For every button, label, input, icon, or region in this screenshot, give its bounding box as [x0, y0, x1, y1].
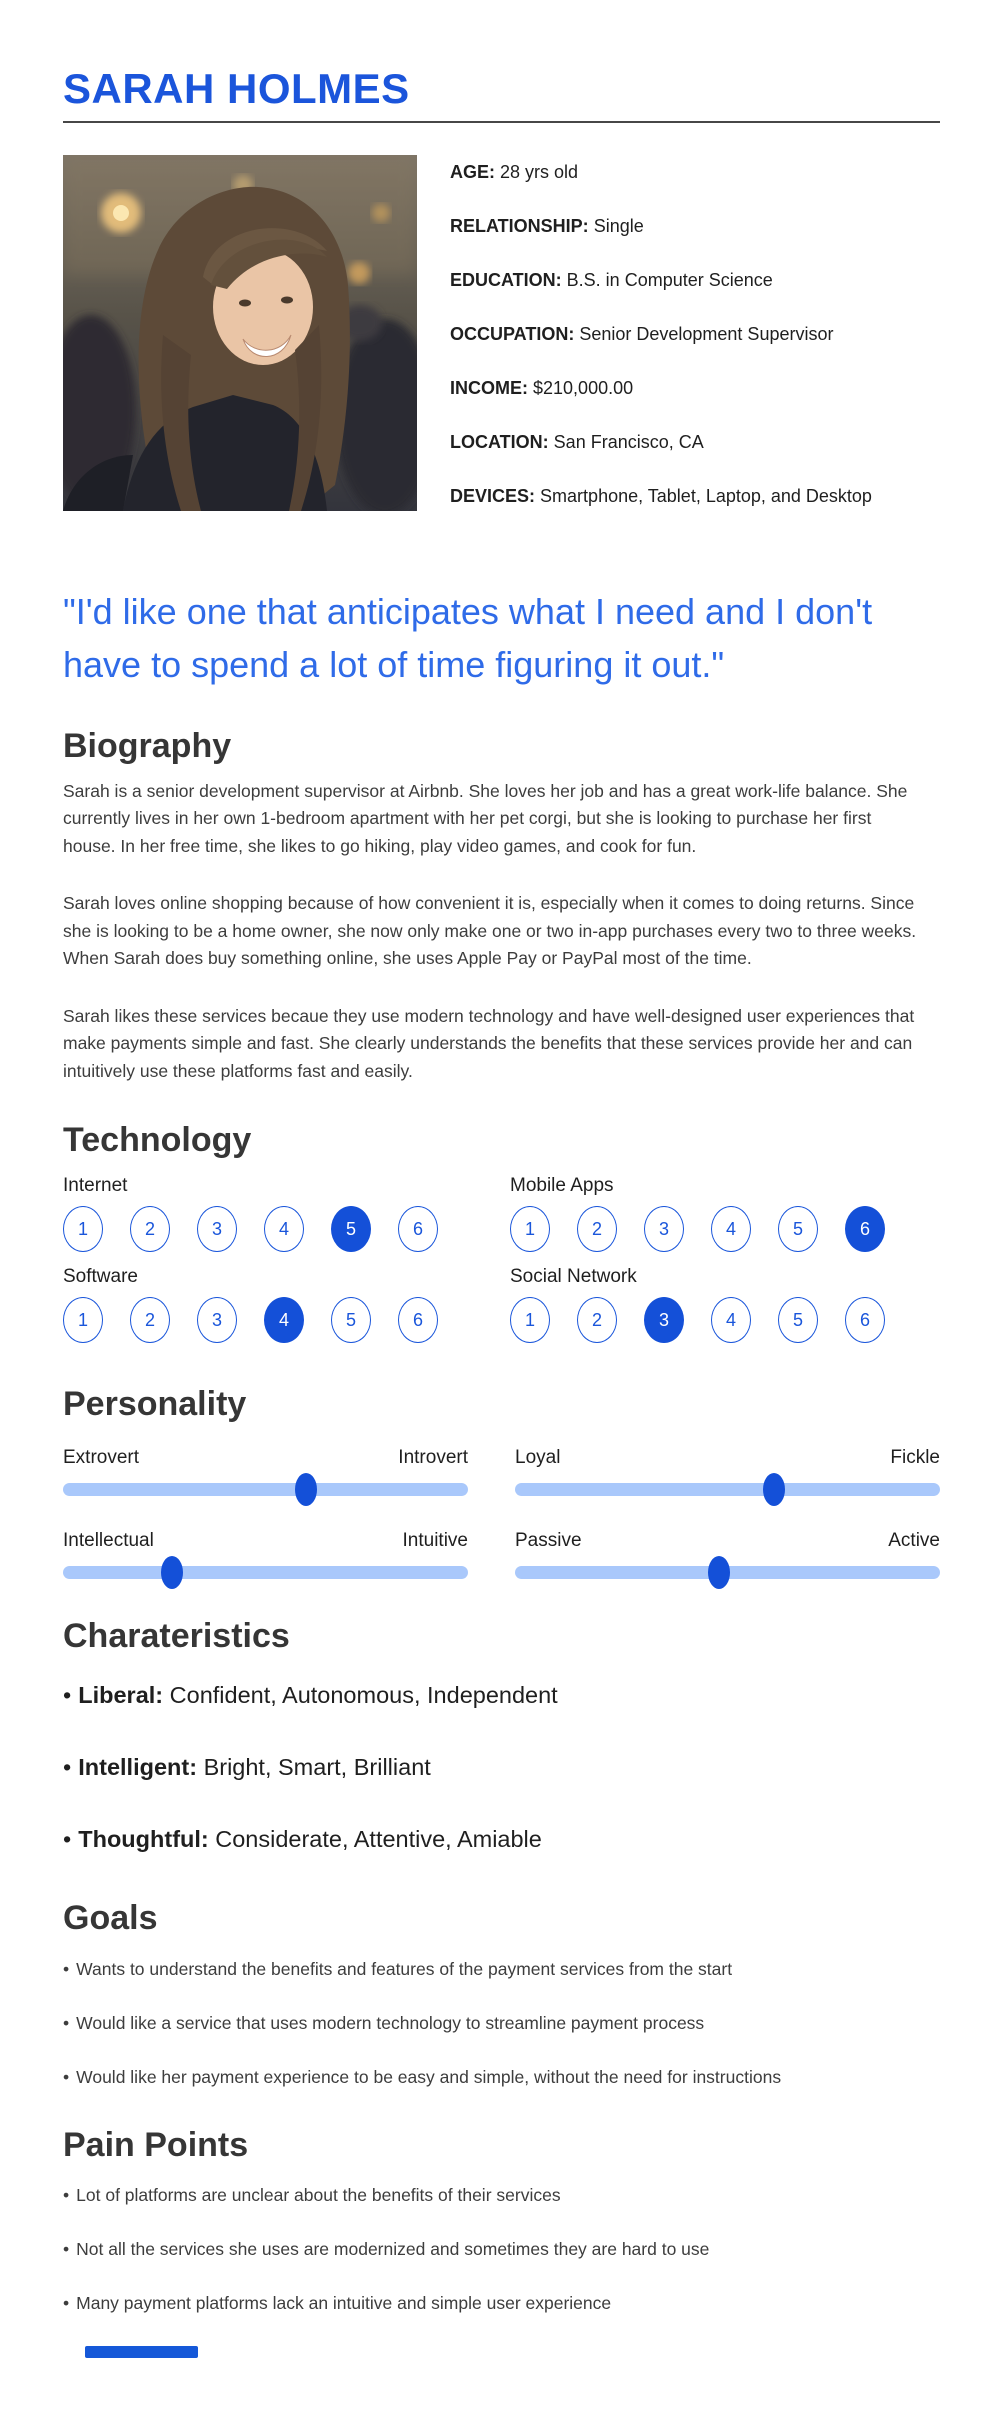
rating-circle-5[interactable]: 5	[778, 1297, 818, 1343]
info-row-relationship	[450, 215, 942, 237]
persona-photo	[63, 155, 417, 511]
biography-heading: Biography	[63, 727, 232, 766]
characteristic-term: Intelligent:	[78, 1754, 198, 1781]
characteristic-desc: Confident, Autonomous, Independent	[169, 1682, 558, 1709]
biography-paragraph: Sarah likes these services becaue they use modern technology and have well-designed user experiences that make payments simple and fast. She clearly understands the benefits that these services provide her and can intuitively use these platforms fast and easily.	[63, 1005, 915, 1081]
rating-circle-row	[510, 1206, 942, 1252]
slider-thumb[interactable]	[708, 1556, 730, 1589]
rating-circle-2[interactable]: 2	[130, 1206, 170, 1252]
rating-circle-4[interactable]: 4	[711, 1297, 751, 1343]
info-row-income	[450, 377, 942, 399]
technology-ratings	[63, 1175, 942, 1343]
title-divider	[63, 121, 940, 123]
rating-circle-row	[63, 1297, 510, 1343]
characteristic-item	[63, 1753, 942, 1781]
rating-circle-4-selected[interactable]: 4	[264, 1297, 304, 1343]
slider-track[interactable]	[63, 1566, 468, 1579]
rating-circle-3[interactable]: 3	[197, 1206, 237, 1252]
characteristics-heading: Charateristics	[63, 1617, 290, 1656]
slider-right-label: Active	[888, 1530, 940, 1552]
rating-circle-3-selected[interactable]: 3	[644, 1297, 684, 1343]
slider-thumb[interactable]	[295, 1473, 317, 1506]
info-label-occupation: OCCUPATION:	[450, 324, 575, 345]
info-row-occupation	[450, 323, 942, 345]
rating-group-internet	[63, 1175, 510, 1252]
info-row-education	[450, 269, 942, 291]
info-value-devices: Smartphone, Tablet, Laptop, and Desktop	[540, 486, 872, 507]
goal-item-text: Wants to understand the benefits and features of the payment services from the start	[76, 1958, 733, 1979]
slider-left-label: Intellectual	[63, 1530, 154, 1552]
slider-labels	[515, 1447, 940, 1469]
rating-circle-6[interactable]: 6	[398, 1206, 438, 1252]
pain-points-heading: Pain Points	[63, 2125, 249, 2164]
rating-circle-row	[63, 1206, 510, 1252]
characteristic-term: Thoughtful:	[78, 1826, 209, 1853]
characteristic-desc: Bright, Smart, Brilliant	[203, 1754, 431, 1781]
rating-circle-1[interactable]: 1	[510, 1206, 550, 1252]
rating-group-mobile-apps	[510, 1175, 942, 1252]
footer-accent-bar	[85, 2346, 198, 2358]
goal-item	[63, 2010, 963, 2036]
info-label-age: AGE:	[450, 162, 495, 183]
info-value-occupation: Senior Development Supervisor	[579, 324, 834, 345]
rating-label: Social Network	[510, 1266, 637, 1288]
pain-point-item	[63, 2236, 963, 2262]
technology-heading: Technology	[63, 1121, 252, 1160]
info-value-income: $210,000.00	[533, 378, 634, 399]
pain-points-list	[63, 2182, 942, 2316]
slider-right-label: Introvert	[398, 1447, 468, 1469]
slider-track[interactable]	[63, 1483, 468, 1496]
characteristic-item	[63, 1825, 942, 1853]
info-value-location: San Francisco, CA	[553, 432, 704, 453]
characteristics-list	[63, 1681, 942, 1853]
rating-circle-4[interactable]: 4	[264, 1206, 304, 1252]
slider-extrovert-introvert	[63, 1447, 468, 1496]
pain-point-item-text: Many payment platforms lack an intuitive and simple user experience	[76, 2292, 612, 2313]
bullet-dot: •	[63, 1754, 72, 1781]
rating-circle-6-selected[interactable]: 6	[845, 1206, 885, 1252]
pain-point-item-text: Lot of platforms are unclear about the benefits of their services	[76, 2184, 561, 2205]
rating-circle-5-selected[interactable]: 5	[331, 1206, 371, 1252]
goal-item-text: Would like a service that uses modern technology to streamline payment process	[76, 2012, 705, 2033]
bullet-dot: •	[63, 1958, 70, 1979]
bullet-dot: •	[63, 2066, 70, 2087]
info-label-relationship: RELATIONSHIP:	[450, 216, 589, 237]
goal-item-text: Would like her payment experience to be easy and simple, without the need for instructions	[76, 2066, 782, 2087]
goal-item	[63, 2064, 963, 2090]
rating-label: Software	[63, 1266, 138, 1288]
rating-circle-4[interactable]: 4	[711, 1206, 751, 1252]
info-row-age	[450, 161, 942, 183]
info-value-education: B.S. in Computer Science	[566, 270, 773, 291]
pain-point-item	[63, 2182, 963, 2208]
goals-heading: Goals	[63, 1899, 158, 1938]
rating-circle-1[interactable]: 1	[510, 1297, 550, 1343]
persona-name: SARAH HOLMES	[63, 65, 410, 112]
rating-circle-3[interactable]: 3	[197, 1297, 237, 1343]
bullet-dot: •	[63, 1682, 72, 1709]
rating-circle-2[interactable]: 2	[577, 1297, 617, 1343]
rating-circle-row	[510, 1297, 942, 1343]
characteristic-term: Liberal:	[78, 1682, 164, 1709]
info-label-devices: DEVICES:	[450, 486, 536, 507]
info-label-location: LOCATION:	[450, 432, 549, 453]
bullet-dot: •	[63, 1826, 72, 1853]
info-row-location	[450, 431, 942, 453]
slider-passive-active	[515, 1530, 940, 1579]
rating-circle-6[interactable]: 6	[845, 1297, 885, 1343]
bullet-dot: •	[63, 2012, 70, 2033]
rating-circle-1[interactable]: 1	[63, 1206, 103, 1252]
slider-labels	[63, 1447, 468, 1469]
rating-circle-5[interactable]: 5	[331, 1297, 371, 1343]
info-value-age: 28 yrs old	[500, 162, 579, 183]
info-label-income: INCOME:	[450, 378, 528, 399]
slider-thumb[interactable]	[763, 1473, 785, 1506]
goal-item	[63, 1956, 963, 1982]
biography-paragraph: Sarah is a senior development supervisor at Airbnb. She loves her job and has a great work-life balance. She currently lives in her own 1-bedroom apartment with her pet corgi, but she is looking to purchase her first house. In her free time, she likes to go hiking, play video games, and cook for fun.	[63, 780, 908, 856]
slider-right-label: Fickle	[890, 1447, 940, 1469]
bullet-dot: •	[63, 2292, 70, 2313]
pain-point-item	[63, 2290, 963, 2316]
personality-heading: Personality	[63, 1385, 247, 1424]
rating-label: Internet	[63, 1175, 128, 1197]
rating-circle-3[interactable]: 3	[644, 1206, 684, 1252]
rating-circle-1[interactable]: 1	[63, 1297, 103, 1343]
slider-left-label: Passive	[515, 1530, 582, 1552]
pain-point-item-text: Not all the services she uses are modernized and sometimes they are hard to use	[76, 2238, 710, 2259]
slider-thumb[interactable]	[161, 1556, 183, 1589]
rating-circle-2[interactable]: 2	[130, 1297, 170, 1343]
persona-quote: "I'd like one that anticipates what I need and I don't have to spend a lot of time figuring it out."	[63, 591, 873, 686]
rating-group-software	[63, 1266, 510, 1343]
info-row-devices	[450, 485, 942, 507]
rating-circle-2[interactable]: 2	[577, 1206, 617, 1252]
characteristic-desc: Considerate, Attentive, Amiable	[215, 1826, 542, 1853]
characteristic-item	[63, 1681, 942, 1709]
slider-labels	[515, 1530, 940, 1552]
info-label-education: EDUCATION:	[450, 270, 562, 291]
goals-list	[63, 1956, 942, 2090]
slider-intellectual-intuitive	[63, 1530, 468, 1579]
slider-track[interactable]	[515, 1566, 940, 1579]
biography-text	[63, 778, 942, 1086]
slider-left-label: Extrovert	[63, 1447, 140, 1469]
slider-left-label: Loyal	[515, 1447, 561, 1469]
rating-circle-5[interactable]: 5	[778, 1206, 818, 1252]
info-value-relationship: Single	[593, 216, 644, 237]
slider-labels	[63, 1530, 468, 1552]
slider-track[interactable]	[515, 1483, 940, 1496]
personality-sliders	[63, 1447, 942, 1579]
rating-circle-6[interactable]: 6	[398, 1297, 438, 1343]
slider-right-label: Intuitive	[402, 1530, 468, 1552]
rating-group-social-network	[510, 1266, 942, 1343]
profile-info-list	[450, 155, 942, 539]
bullet-dot: •	[63, 2238, 70, 2259]
rating-label: Mobile Apps	[510, 1175, 614, 1197]
biography-paragraph: Sarah loves online shopping because of how convenient it is, especially when it comes to doing returns. Since she is looking to be a home owner, she now only make one or two in-app purchases every two to three weeks. When Sarah does buy something online, she uses Apple Pay or PayPal most of the time.	[63, 893, 917, 969]
slider-loyal-fickle	[515, 1447, 940, 1496]
bullet-dot: •	[63, 2184, 70, 2205]
portrait-illustration	[63, 155, 417, 511]
profile-section	[63, 155, 942, 539]
